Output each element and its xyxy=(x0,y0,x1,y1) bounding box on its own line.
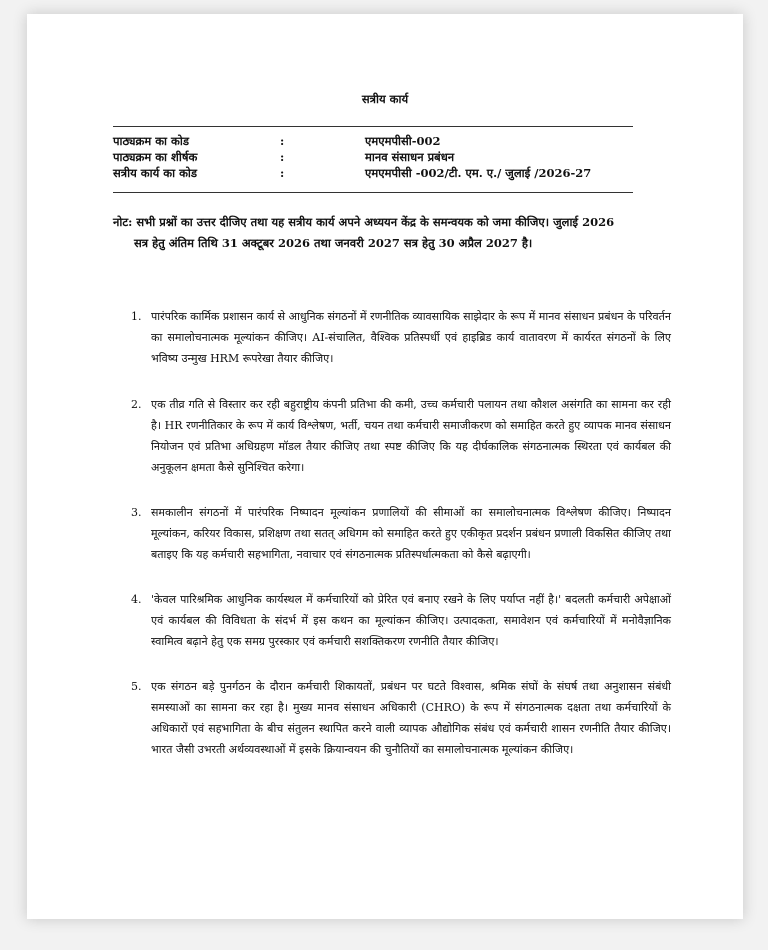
meta-separator: : xyxy=(280,166,285,180)
meta-separator: : xyxy=(280,150,285,164)
course-meta-table xyxy=(113,133,633,181)
header-top-rule xyxy=(113,126,633,127)
meta-label: पाठ्यक्रम का कोड xyxy=(113,134,189,148)
question-text: एक तीव्र गति से विस्तार कर रही बहुराष्ट्रीय कंपनी प्रतिभा की कमी, उच्च कर्मचारी पलायन तथा कौशल असंगति का सामना कर रही है। HR रणनीतिकार के रूप में कार्य विश्लेषण, भर्ती, चयन तथा कर्मचारी समाजीकरण को समाहित करते हुए व्यापक मानव संसाधन नियोजन एवं प्रतिभा अधिग्रहण मॉडल तैयार कीजिए तथा स्पष्ट कीजिए कि यह दीर्घकालिक संगठनात्मक स्थिरता एवं कार्यबल की अनुकूलन क्षमता कैसे सुनिश्चित करेगा। xyxy=(151,398,671,474)
question-2 xyxy=(131,394,671,478)
submission-note xyxy=(113,212,653,254)
meta-label: पाठ्यक्रम का शीर्षक xyxy=(113,150,198,164)
meta-value: एमएमपीसी -002/टी. एम. ए./ जुलाई /2026-27 xyxy=(365,166,592,180)
note-line-2: सत्र हेतु अंतिम तिथि 31 अक्टूबर 2026 तथा जनवरी 2027 सत्र हेतु 30 अप्रैल 2027 है। xyxy=(134,236,533,250)
question-text: एक संगठन बड़े पुनर्गठन के दौरान कर्मचारी शिकायतों, प्रबंधन पर घटते विश्वास, श्रमिक संघों के संघर्ष तथा अनुशासन संबंधी समस्याओं का सामना कर रहा है। मुख्य मानव संसाधन अधिकारी (CHRO) के रूप में संगठनात्मक दक्षता तथा कर्मचारियों के अधिकारों एवं सहभागिता के बीच संतुलन स्थापित करने वाली व्यापक औद्योगिक संबंध एवं कर्मचारी शासन रणनीति तैयार कीजिए। भारत जैसी उभरती अर्थव्यवस्थाओं में इसके क्रियान्वयन की चुनौतियों का समालोचनात्मक मूल्यांकन कीजिए। xyxy=(151,680,671,756)
document-page xyxy=(27,14,743,919)
meta-row-course-title xyxy=(113,149,633,165)
question-text: समकालीन संगठनों में पारंपरिक निष्पादन मूल्यांकन प्रणालियों की सीमाओं का समालोचनात्मक विश्लेषण कीजिए। निष्पादन मूल्यांकन, करियर विकास, प्रशिक्षण तथा सतत् अधिगम को समाहित करते हुए एकीकृत प्रदर्शन प्रबंधन प्रणाली विकसित कीजिए तथा बताइए कि यह कर्मचारी सहभागिता, नवाचार एवं संगठनात्मक प्रतिस्पर्धात्मकता को कैसे बढ़ाएगी। xyxy=(151,506,671,561)
header-bottom-rule xyxy=(113,192,633,193)
note-line-1: नोट: सभी प्रश्नों का उत्तर दीजिए तथा यह सत्रीय कार्य अपने अध्ययन केंद्र के समन्वयक को जमा कीजिए। जुलाई 2026 xyxy=(113,215,615,229)
question-number: 5. xyxy=(131,680,142,693)
meta-row-assignment-code xyxy=(113,165,633,181)
question-number: 2. xyxy=(131,398,142,411)
meta-separator: : xyxy=(280,134,285,148)
question-text: पारंपरिक कार्मिक प्रशासन कार्य से आधुनिक संगठनों में रणनीतिक व्यावसायिक साझेदार के रूप में मानव संसाधन प्रबंधन के परिवर्तन का समालोचनात्मक मूल्यांकन कीजिए। AI-संचालित, वैश्विक प्रतिस्पर्धी एवं हाइब्रिड कार्य वातावरण में कार्यरत संगठनों के लिए भविष्य उन्मुख HRM रूपरेखा तैयार कीजिए। xyxy=(151,310,671,365)
question-4 xyxy=(131,589,671,652)
question-1 xyxy=(131,306,671,369)
question-text: 'केवल पारिश्रमिक आधुनिक कार्यस्थल में कर्मचारियों को प्रेरित एवं बनाए रखने के लिए पर्याप्त नहीं है।' बदलती कर्मचारी अपेक्षाओं एवं कार्यबल की विविधता के संदर्भ में इस कथन का मूल्यांकन कीजिए। उत्पादकता, समावेशन एवं कर्मचारियों में मनोवैज्ञानिक स्वामित्व बढ़ाने हेतु एक समग्र पुरस्कार एवं कर्मचारी सशक्तिकरण रणनीति तैयार कीजिए। xyxy=(151,593,671,648)
question-number: 3. xyxy=(131,506,142,519)
question-number: 4. xyxy=(131,593,142,606)
meta-value: मानव संसाधन प्रबंधन xyxy=(365,150,455,164)
question-5 xyxy=(131,676,671,760)
meta-value: एमएमपीसी-002 xyxy=(365,134,441,148)
question-3 xyxy=(131,502,671,565)
meta-label: सत्रीय कार्य का कोड xyxy=(113,166,198,180)
question-number: 1. xyxy=(131,310,142,323)
document-title: सत्रीय कार्य xyxy=(361,92,409,106)
meta-row-course-code xyxy=(113,133,633,149)
